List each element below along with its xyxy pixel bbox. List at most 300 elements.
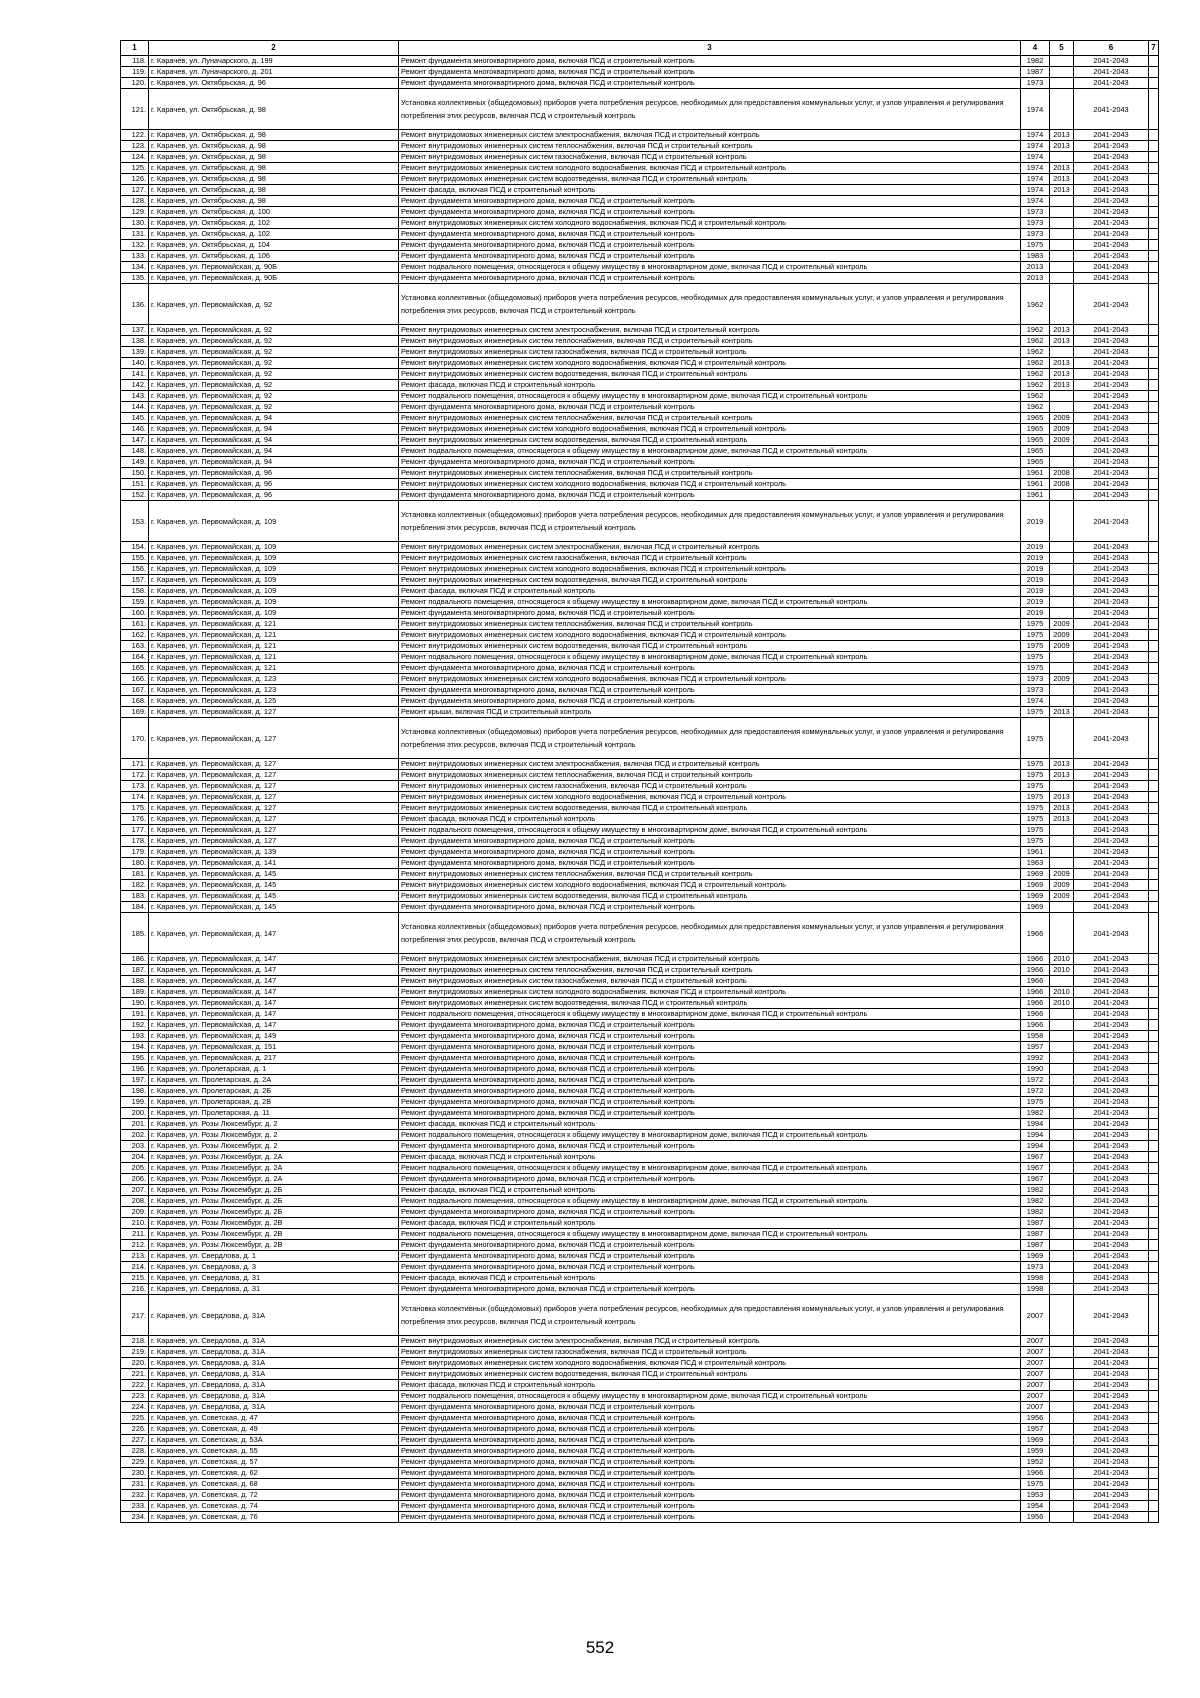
planned-period-cell: 2041-2043 — [1074, 718, 1149, 759]
row-number-cell: 234. — [121, 1512, 149, 1523]
work-type-cell: Ремонт фундамента многоквартирного дома, включая ПСД и строительный контроль — [399, 1053, 1021, 1064]
table-row — [121, 457, 1159, 468]
empty-cell — [1149, 902, 1159, 913]
last-repair-year-cell: 2010 — [1050, 987, 1074, 998]
table-row — [121, 413, 1159, 424]
last-repair-year-cell — [1050, 858, 1074, 869]
commission-year-cell: 1975 — [1021, 1097, 1050, 1108]
empty-cell — [1149, 325, 1159, 336]
work-type-cell: Ремонт фундамента многоквартирного дома, включая ПСД и строительный контроль — [399, 663, 1021, 674]
row-number-cell: 220. — [121, 1358, 149, 1369]
work-type-cell: Ремонт фасада, включая ПСД и строительный контроль — [399, 1185, 1021, 1196]
empty-cell — [1149, 380, 1159, 391]
work-type-cell: Ремонт фундамента многоквартирного дома, включая ПСД и строительный контроль — [399, 1020, 1021, 1031]
row-number-cell: 224. — [121, 1402, 149, 1413]
last-repair-year-cell — [1050, 597, 1074, 608]
planned-period-cell: 2041-2043 — [1074, 1358, 1149, 1369]
commission-year-cell: 1974 — [1021, 196, 1050, 207]
last-repair-year-cell — [1050, 1479, 1074, 1490]
commission-year-cell: 2019 — [1021, 553, 1050, 564]
last-repair-year-cell: 2013 — [1050, 130, 1074, 141]
work-type-cell: Ремонт подвального помещения, относящегося к общему имуществу в многоквартирном доме, включая ПСД и строительный контроль — [399, 391, 1021, 402]
commission-year-cell: 1966 — [1021, 976, 1050, 987]
table-row — [121, 913, 1159, 954]
table-row — [121, 902, 1159, 913]
last-repair-year-cell: 2009 — [1050, 630, 1074, 641]
row-number-cell: 206. — [121, 1174, 149, 1185]
address-cell: г. Карачев, ул. Октябрьская, д. 100 — [149, 207, 399, 218]
table-row — [121, 1347, 1159, 1358]
table-row — [121, 89, 1159, 130]
last-repair-year-cell: 2013 — [1050, 174, 1074, 185]
commission-year-cell: 1973 — [1021, 674, 1050, 685]
last-repair-year-cell — [1050, 608, 1074, 619]
work-type-cell: Ремонт подвального помещения, относящегося к общему имуществу в многоквартирном доме, включая ПСД и строительный контроль — [399, 1391, 1021, 1402]
commission-year-cell: 1966 — [1021, 965, 1050, 976]
empty-cell — [1149, 652, 1159, 663]
table-row — [121, 325, 1159, 336]
commission-year-cell: 1957 — [1021, 1424, 1050, 1435]
planned-period-cell: 2041-2043 — [1074, 1163, 1149, 1174]
empty-cell — [1149, 542, 1159, 553]
work-type-cell: Ремонт подвального помещения, относящегося к общему имуществу в многоквартирном доме, включая ПСД и строительный контроль — [399, 1009, 1021, 1020]
work-type-cell: Ремонт фундамента многоквартирного дома, включая ПСД и строительный контроль — [399, 1479, 1021, 1490]
row-number-cell: 207. — [121, 1185, 149, 1196]
empty-cell — [1149, 218, 1159, 229]
table-row — [121, 174, 1159, 185]
planned-period-cell: 2041-2043 — [1074, 413, 1149, 424]
commission-year-cell: 2007 — [1021, 1336, 1050, 1347]
address-cell: г. Карачев, ул. Октябрьская, д. 102 — [149, 229, 399, 240]
row-number-cell: 172. — [121, 770, 149, 781]
commission-year-cell: 1961 — [1021, 479, 1050, 490]
last-repair-year-cell: 2013 — [1050, 185, 1074, 196]
row-number-cell: 229. — [121, 1457, 149, 1468]
planned-period-cell: 2041-2043 — [1074, 1141, 1149, 1152]
address-cell: г. Карачев, ул. Первомайская, д. 92 — [149, 336, 399, 347]
work-type-cell: Ремонт внутридомовых инженерных систем водоотведения, включая ПСД и строительный контроль — [399, 803, 1021, 814]
planned-period-cell: 2041-2043 — [1074, 902, 1149, 913]
last-repair-year-cell: 2009 — [1050, 641, 1074, 652]
empty-cell — [1149, 759, 1159, 770]
table-row — [121, 1075, 1159, 1086]
last-repair-year-cell: 2013 — [1050, 336, 1074, 347]
commission-year-cell: 1973 — [1021, 218, 1050, 229]
commission-year-cell: 2019 — [1021, 575, 1050, 586]
last-repair-year-cell — [1050, 696, 1074, 707]
table-row — [121, 347, 1159, 358]
planned-period-cell: 2041-2043 — [1074, 836, 1149, 847]
table-row — [121, 1108, 1159, 1119]
work-type-cell: Ремонт фундамента многоквартирного дома, включая ПСД и строительный контроль — [399, 1402, 1021, 1413]
row-number-cell: 159. — [121, 597, 149, 608]
empty-cell — [1149, 196, 1159, 207]
row-number-cell: 191. — [121, 1009, 149, 1020]
commission-year-cell: 1974 — [1021, 130, 1050, 141]
empty-cell — [1149, 987, 1159, 998]
empty-cell — [1149, 240, 1159, 251]
row-number-cell: 127. — [121, 185, 149, 196]
planned-period-cell: 2041-2043 — [1074, 696, 1149, 707]
empty-cell — [1149, 501, 1159, 542]
commission-year-cell: 1975 — [1021, 814, 1050, 825]
table-row — [121, 814, 1159, 825]
last-repair-year-cell — [1050, 1358, 1074, 1369]
row-number-cell: 176. — [121, 814, 149, 825]
commission-year-cell: 1962 — [1021, 402, 1050, 413]
commission-year-cell: 1975 — [1021, 718, 1050, 759]
empty-cell — [1149, 1284, 1159, 1295]
last-repair-year-cell — [1050, 1086, 1074, 1097]
empty-cell — [1149, 1358, 1159, 1369]
address-cell: г. Карачев, ул. Первомайская, д. 123 — [149, 685, 399, 696]
address-cell: г. Карачев, ул. Советская, д. 57 — [149, 1457, 399, 1468]
row-number-cell: 201. — [121, 1119, 149, 1130]
row-number-cell: 175. — [121, 803, 149, 814]
empty-cell — [1149, 836, 1159, 847]
work-type-cell: Ремонт внутридомовых инженерных систем электроснабжения, включая ПСД и строительный контроль — [399, 130, 1021, 141]
row-number-cell: 180. — [121, 858, 149, 869]
commission-year-cell: 1963 — [1021, 858, 1050, 869]
row-number-cell: 165. — [121, 663, 149, 674]
last-repair-year-cell — [1050, 1391, 1074, 1402]
planned-period-cell: 2041-2043 — [1074, 1479, 1149, 1490]
address-cell: г. Карачев, ул. Первомайская, д. 141 — [149, 858, 399, 869]
address-cell: г. Карачев, ул. Первомайская, д. 92 — [149, 325, 399, 336]
address-cell: г. Карачев, ул. Первомайская, д. 109 — [149, 597, 399, 608]
table-row — [121, 1240, 1159, 1251]
address-cell: г. Карачев, ул. Розы Люксембург, д. 2В — [149, 1229, 399, 1240]
address-cell: г. Карачев, ул. Первомайская, д. 94 — [149, 435, 399, 446]
table-row — [121, 847, 1159, 858]
planned-period-cell: 2041-2043 — [1074, 1468, 1149, 1479]
empty-cell — [1149, 446, 1159, 457]
row-number-cell: 155. — [121, 553, 149, 564]
commission-year-cell: 1967 — [1021, 1174, 1050, 1185]
address-cell: г. Карачев, ул. Первомайская, д. 125 — [149, 696, 399, 707]
empty-cell — [1149, 663, 1159, 674]
table-row — [121, 1031, 1159, 1042]
commission-year-cell: 1973 — [1021, 1262, 1050, 1273]
work-type-cell: Ремонт фундамента многоквартирного дома, включая ПСД и строительный контроль — [399, 836, 1021, 847]
column-header: 1 — [121, 41, 149, 56]
row-number-cell: 209. — [121, 1207, 149, 1218]
commission-year-cell: 1967 — [1021, 1152, 1050, 1163]
work-type-cell: Ремонт внутридомовых инженерных систем теплоснабжения, включая ПСД и строительный контроль — [399, 468, 1021, 479]
empty-cell — [1149, 619, 1159, 630]
address-cell: г. Карачев, ул. Розы Люксембург, д. 2В — [149, 1240, 399, 1251]
address-cell: г. Карачев, ул. Первомайская, д. 94 — [149, 457, 399, 468]
last-repair-year-cell — [1050, 446, 1074, 457]
address-cell: г. Карачев, ул. Первомайская, д. 145 — [149, 880, 399, 891]
table-row — [121, 336, 1159, 347]
last-repair-year-cell: 2009 — [1050, 413, 1074, 424]
table-row — [121, 1086, 1159, 1097]
commission-year-cell: 1998 — [1021, 1273, 1050, 1284]
row-number-cell: 150. — [121, 468, 149, 479]
table-row — [121, 1446, 1159, 1457]
table-row — [121, 424, 1159, 435]
planned-period-cell: 2041-2043 — [1074, 1185, 1149, 1196]
address-cell: г. Карачев, ул. Октябрьская, д. 98 — [149, 174, 399, 185]
commission-year-cell: 1973 — [1021, 207, 1050, 218]
table-row — [121, 262, 1159, 273]
table-row — [121, 1457, 1159, 1468]
commission-year-cell: 1974 — [1021, 185, 1050, 196]
commission-year-cell: 1957 — [1021, 1042, 1050, 1053]
address-cell: г. Карачев, ул. Первомайская, д. 109 — [149, 501, 399, 542]
commission-year-cell: 1966 — [1021, 1020, 1050, 1031]
commission-year-cell: 1994 — [1021, 1119, 1050, 1130]
last-repair-year-cell — [1050, 1141, 1074, 1152]
work-type-cell: Ремонт фундамента многоквартирного дома, включая ПСД и строительный контроль — [399, 1262, 1021, 1273]
table-row — [121, 564, 1159, 575]
planned-period-cell: 2041-2043 — [1074, 1347, 1149, 1358]
commission-year-cell: 1956 — [1021, 1512, 1050, 1523]
planned-period-cell: 2041-2043 — [1074, 174, 1149, 185]
row-number-cell: 184. — [121, 902, 149, 913]
planned-period-cell: 2041-2043 — [1074, 1457, 1149, 1468]
empty-cell — [1149, 78, 1159, 89]
last-repair-year-cell — [1050, 1512, 1074, 1523]
table-row — [121, 1336, 1159, 1347]
work-type-cell: Ремонт фундамента многоквартирного дома, включая ПСД и строительный контроль — [399, 1251, 1021, 1262]
row-number-cell: 120. — [121, 78, 149, 89]
address-cell: г. Карачев, ул. Советская, д. 72 — [149, 1490, 399, 1501]
planned-period-cell: 2041-2043 — [1074, 880, 1149, 891]
last-repair-year-cell — [1050, 284, 1074, 325]
address-cell: г. Карачев, ул. Розы Люксембург, д. 2 — [149, 1119, 399, 1130]
planned-period-cell: 2041-2043 — [1074, 468, 1149, 479]
commission-year-cell: 1975 — [1021, 707, 1050, 718]
last-repair-year-cell — [1050, 718, 1074, 759]
commission-year-cell: 1974 — [1021, 89, 1050, 130]
last-repair-year-cell — [1050, 1097, 1074, 1108]
table-row — [121, 1468, 1159, 1479]
commission-year-cell: 2013 — [1021, 262, 1050, 273]
commission-year-cell: 1987 — [1021, 1240, 1050, 1251]
commission-year-cell: 2007 — [1021, 1369, 1050, 1380]
work-type-cell: Ремонт фундамента многоквартирного дома, включая ПСД и строительный контроль — [399, 1086, 1021, 1097]
commission-year-cell: 1987 — [1021, 1218, 1050, 1229]
row-number-cell: 205. — [121, 1163, 149, 1174]
table-row — [121, 273, 1159, 284]
commission-year-cell: 1975 — [1021, 663, 1050, 674]
work-type-cell: Ремонт внутридомовых инженерных систем газоснабжения, включая ПСД и строительный контроль — [399, 152, 1021, 163]
work-type-cell: Ремонт подвального помещения, относящегося к общему имуществу в многоквартирном доме, включая ПСД и строительный контроль — [399, 262, 1021, 273]
row-number-cell: 149. — [121, 457, 149, 468]
address-cell: г. Карачев, ул. Первомайская, д. 127 — [149, 759, 399, 770]
last-repair-year-cell — [1050, 1218, 1074, 1229]
last-repair-year-cell: 2008 — [1050, 479, 1074, 490]
empty-cell — [1149, 891, 1159, 902]
row-number-cell: 171. — [121, 759, 149, 770]
table-row — [121, 1402, 1159, 1413]
work-type-cell: Ремонт фундамента многоквартирного дома, включая ПСД и строительный контроль — [399, 1174, 1021, 1185]
address-cell: г. Карачев, ул. Советская, д. 68 — [149, 1479, 399, 1490]
table-row — [121, 1435, 1159, 1446]
commission-year-cell: 1975 — [1021, 652, 1050, 663]
planned-period-cell: 2041-2043 — [1074, 490, 1149, 501]
table-row — [121, 130, 1159, 141]
row-number-cell: 126. — [121, 174, 149, 185]
empty-cell — [1149, 976, 1159, 987]
address-cell: г. Карачев, ул. Октябрьская, д. 96 — [149, 78, 399, 89]
commission-year-cell: 2007 — [1021, 1347, 1050, 1358]
row-number-cell: 194. — [121, 1042, 149, 1053]
planned-period-cell: 2041-2043 — [1074, 1218, 1149, 1229]
commission-year-cell: 1974 — [1021, 696, 1050, 707]
commission-year-cell: 1987 — [1021, 1229, 1050, 1240]
table-row — [121, 858, 1159, 869]
table-row — [121, 1479, 1159, 1490]
row-number-cell: 185. — [121, 913, 149, 954]
work-type-cell: Ремонт подвального помещения, относящегося к общему имуществу в многоквартирном доме, включая ПСД и строительный контроль — [399, 597, 1021, 608]
work-type-cell: Ремонт фасада, включая ПСД и строительный контроль — [399, 1152, 1021, 1163]
planned-period-cell: 2041-2043 — [1074, 891, 1149, 902]
planned-period-cell: 2041-2043 — [1074, 78, 1149, 89]
address-cell: г. Карачев, ул. Первомайская, д. 109 — [149, 542, 399, 553]
commission-year-cell: 2007 — [1021, 1391, 1050, 1402]
last-repair-year-cell — [1050, 553, 1074, 564]
table-row — [121, 1218, 1159, 1229]
address-cell: г. Карачев, ул. Первомайская, д. 147 — [149, 965, 399, 976]
address-cell: г. Карачев, ул. Первомайская, д. 109 — [149, 586, 399, 597]
commission-year-cell: 1969 — [1021, 869, 1050, 880]
row-number-cell: 138. — [121, 336, 149, 347]
empty-cell — [1149, 1108, 1159, 1119]
empty-cell — [1149, 1457, 1159, 1468]
table-row — [121, 196, 1159, 207]
last-repair-year-cell — [1050, 685, 1074, 696]
row-number-cell: 200. — [121, 1108, 149, 1119]
row-number-cell: 122. — [121, 130, 149, 141]
row-number-cell: 218. — [121, 1336, 149, 1347]
row-number-cell: 139. — [121, 347, 149, 358]
commission-year-cell: 1966 — [1021, 913, 1050, 954]
work-type-cell: Ремонт фундамента многоквартирного дома, включая ПСД и строительный контроль — [399, 1108, 1021, 1119]
last-repair-year-cell: 2013 — [1050, 369, 1074, 380]
address-cell: г. Карачев, ул. Октябрьская, д. 98 — [149, 196, 399, 207]
row-number-cell: 140. — [121, 358, 149, 369]
planned-period-cell: 2041-2043 — [1074, 1273, 1149, 1284]
page-number: 552 — [585, 1638, 615, 1657]
last-repair-year-cell — [1050, 1108, 1074, 1119]
row-number-cell: 233. — [121, 1501, 149, 1512]
table-row — [121, 501, 1159, 542]
row-number-cell: 187. — [121, 965, 149, 976]
planned-period-cell: 2041-2043 — [1074, 1413, 1149, 1424]
empty-cell — [1149, 251, 1159, 262]
work-type-cell: Ремонт внутридомовых инженерных систем электроснабжения, включая ПСД и строительный контроль — [399, 1336, 1021, 1347]
commission-year-cell: 1974 — [1021, 163, 1050, 174]
address-cell: г. Карачев, ул. Свердлова, д. 31 — [149, 1273, 399, 1284]
planned-period-cell: 2041-2043 — [1074, 965, 1149, 976]
table-row — [121, 251, 1159, 262]
planned-period-cell: 2041-2043 — [1074, 163, 1149, 174]
work-type-cell: Ремонт фундамента многоквартирного дома, включая ПСД и строительный контроль — [399, 1284, 1021, 1295]
empty-cell — [1149, 880, 1159, 891]
last-repair-year-cell: 2013 — [1050, 759, 1074, 770]
table-row — [121, 781, 1159, 792]
planned-period-cell: 2041-2043 — [1074, 1446, 1149, 1457]
row-number-cell: 167. — [121, 685, 149, 696]
empty-cell — [1149, 685, 1159, 696]
empty-cell — [1149, 1273, 1159, 1284]
planned-period-cell: 2041-2043 — [1074, 1512, 1149, 1523]
table-row — [121, 608, 1159, 619]
last-repair-year-cell — [1050, 89, 1074, 130]
last-repair-year-cell — [1050, 825, 1074, 836]
work-type-cell: Ремонт фундамента многоквартирного дома, включая ПСД и строительный контроль — [399, 1446, 1021, 1457]
commission-year-cell: 1969 — [1021, 1251, 1050, 1262]
empty-cell — [1149, 998, 1159, 1009]
planned-period-cell: 2041-2043 — [1074, 663, 1149, 674]
address-cell: г. Карачев, ул. Пролетарская, д. 1 — [149, 1064, 399, 1075]
empty-cell — [1149, 707, 1159, 718]
work-type-cell: Ремонт фундамента многоквартирного дома, включая ПСД и строительный контроль — [399, 1490, 1021, 1501]
commission-year-cell: 2019 — [1021, 597, 1050, 608]
last-repair-year-cell — [1050, 847, 1074, 858]
planned-period-cell: 2041-2043 — [1074, 336, 1149, 347]
address-cell: г. Карачев, ул. Луначарского, д. 199 — [149, 56, 399, 67]
last-repair-year-cell: 2009 — [1050, 674, 1074, 685]
table-row — [121, 1391, 1159, 1402]
planned-period-cell: 2041-2043 — [1074, 575, 1149, 586]
empty-cell — [1149, 553, 1159, 564]
planned-period-cell: 2041-2043 — [1074, 369, 1149, 380]
empty-cell — [1149, 1501, 1159, 1512]
empty-cell — [1149, 479, 1159, 490]
address-cell: г. Карачев, ул. Октябрьская, д. 98 — [149, 130, 399, 141]
planned-period-cell: 2041-2043 — [1074, 1009, 1149, 1020]
row-number-cell: 181. — [121, 869, 149, 880]
commission-year-cell: 1961 — [1021, 468, 1050, 479]
planned-period-cell: 2041-2043 — [1074, 240, 1149, 251]
commission-year-cell: 1962 — [1021, 347, 1050, 358]
empty-cell — [1149, 1141, 1159, 1152]
planned-period-cell: 2041-2043 — [1074, 56, 1149, 67]
commission-year-cell: 1983 — [1021, 251, 1050, 262]
planned-period-cell: 2041-2043 — [1074, 347, 1149, 358]
address-cell: г. Карачев, ул. Первомайская, д. 127 — [149, 770, 399, 781]
empty-cell — [1149, 424, 1159, 435]
commission-year-cell: 2019 — [1021, 586, 1050, 597]
commission-year-cell: 1973 — [1021, 78, 1050, 89]
planned-period-cell: 2041-2043 — [1074, 1031, 1149, 1042]
work-type-cell: Ремонт внутридомовых инженерных систем газоснабжения, включая ПСД и строительный контроль — [399, 1347, 1021, 1358]
planned-period-cell: 2041-2043 — [1074, 1097, 1149, 1108]
table-row — [121, 380, 1159, 391]
row-number-cell: 227. — [121, 1435, 149, 1446]
row-number-cell: 197. — [121, 1075, 149, 1086]
last-repair-year-cell — [1050, 1064, 1074, 1075]
planned-period-cell: 2041-2043 — [1074, 1119, 1149, 1130]
address-cell: г. Карачев, ул. Первомайская, д. 147 — [149, 913, 399, 954]
work-type-cell: Установка коллективных (общедомовых) приборов учета потребления ресурсов, необходимых для предоставления коммунальных услуг, и узлов управления и регулирования потребления этих ресурсов, включая ПСД и строительный контроль — [399, 913, 1021, 954]
empty-cell — [1149, 336, 1159, 347]
table-row — [121, 1053, 1159, 1064]
empty-cell — [1149, 965, 1159, 976]
last-repair-year-cell: 2013 — [1050, 380, 1074, 391]
table-row — [121, 707, 1159, 718]
row-number-cell: 202. — [121, 1130, 149, 1141]
planned-period-cell: 2041-2043 — [1074, 1086, 1149, 1097]
empty-cell — [1149, 1391, 1159, 1402]
last-repair-year-cell — [1050, 240, 1074, 251]
last-repair-year-cell: 2013 — [1050, 792, 1074, 803]
address-cell: г. Карачев, ул. Первомайская, д. 127 — [149, 707, 399, 718]
